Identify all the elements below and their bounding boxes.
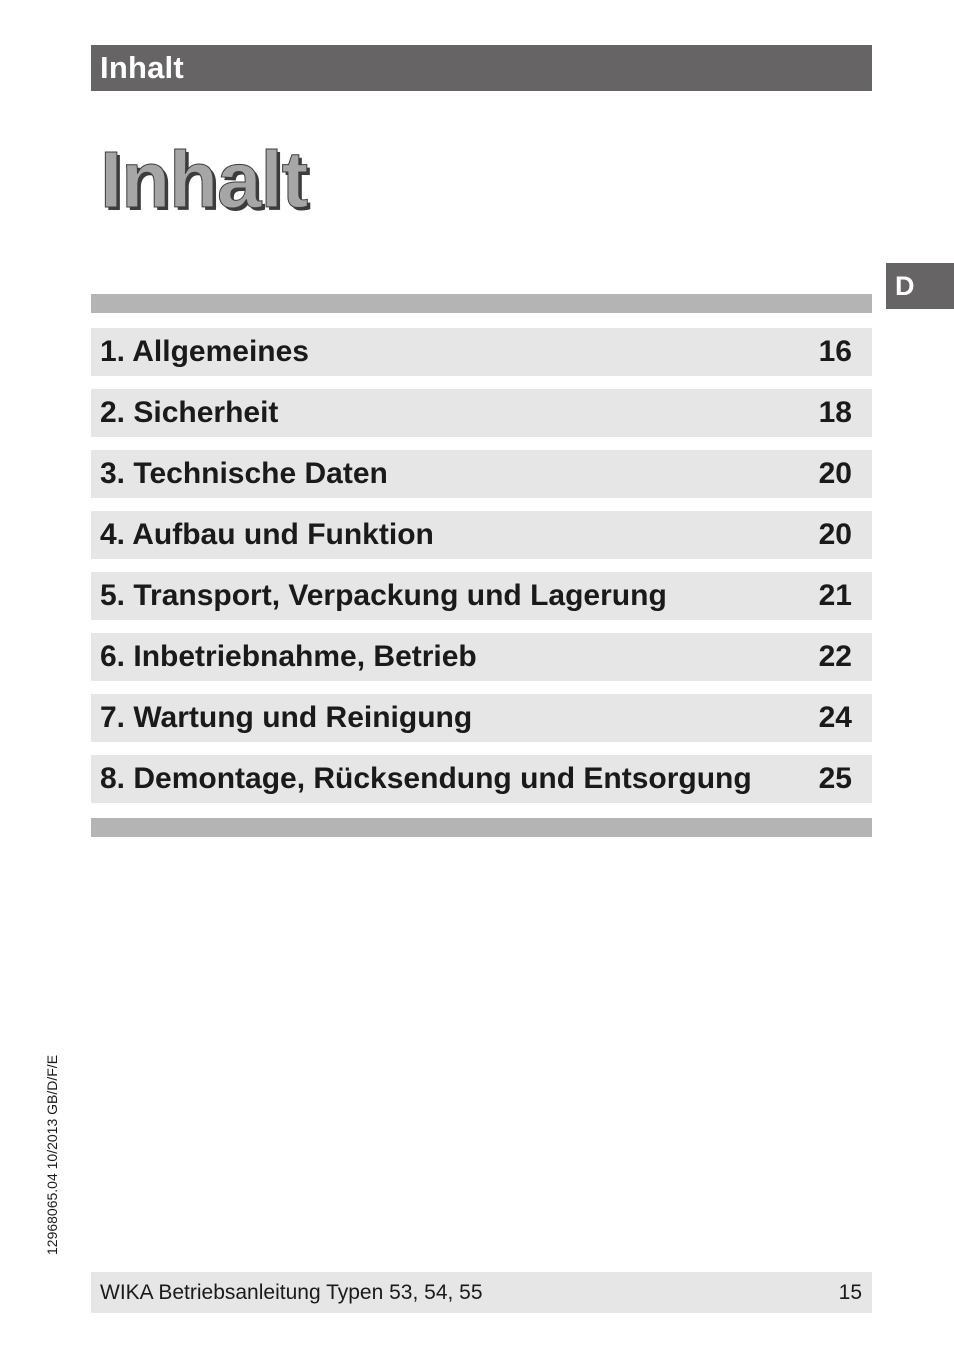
toc-entry-page: 25 xyxy=(818,762,852,795)
header-title: Inhalt xyxy=(100,50,184,85)
toc-entry-page: 20 xyxy=(818,457,852,490)
page-title: Inhalt xyxy=(100,135,308,224)
toc-entry-page: 20 xyxy=(818,518,852,551)
toc-entry-aufbau-und-funktion[interactable] xyxy=(91,511,872,559)
footer-text: WIKA Betriebsanleitung Typen 53, 54, 55 xyxy=(100,1280,483,1304)
toc-entry-wartung[interactable] xyxy=(91,694,872,742)
toc-entry-technische-daten[interactable] xyxy=(91,450,872,498)
document-code: 12968065.04 10/2013 GB/D/F/E xyxy=(44,1054,60,1255)
toc-entry-label: 2. Sicherheit xyxy=(100,396,279,429)
toc-entry-sicherheit[interactable] xyxy=(91,389,872,437)
toc-entry-page: 21 xyxy=(818,579,852,612)
toc-entry-label: 7. Wartung und Reinigung xyxy=(100,701,473,734)
table-of-contents xyxy=(91,328,872,816)
toc-entry-page: 18 xyxy=(818,396,852,429)
toc-entry-page: 24 xyxy=(818,701,852,734)
toc-entry-page: 16 xyxy=(818,335,852,368)
top-divider xyxy=(91,294,872,313)
toc-entry-transport[interactable] xyxy=(91,572,872,620)
language-tab[interactable] xyxy=(886,263,954,309)
toc-entry-inbetriebnahme[interactable] xyxy=(91,633,872,681)
toc-entry-label: 6. Inbetriebnahme, Betrieb xyxy=(100,640,477,673)
language-tab-label: D xyxy=(895,270,915,301)
toc-entry-allgemeines[interactable] xyxy=(91,328,872,376)
footer-page-number: 15 xyxy=(838,1280,862,1304)
toc-entry-page: 22 xyxy=(818,640,852,673)
toc-entry-label: 4. Aufbau und Funktion xyxy=(100,518,434,551)
toc-entry-demontage[interactable] xyxy=(91,755,872,803)
toc-entry-label: 1. Allgemeines xyxy=(100,335,309,368)
toc-entry-label: 8. Demontage, Rücksendung und Entsorgung xyxy=(100,762,752,795)
bottom-divider xyxy=(91,818,872,837)
toc-entry-label: 3. Technische Daten xyxy=(100,457,388,490)
toc-entry-label: 5. Transport, Verpackung und Lagerung xyxy=(100,579,667,612)
footer-bar xyxy=(91,1272,872,1313)
header-bar xyxy=(91,45,872,91)
